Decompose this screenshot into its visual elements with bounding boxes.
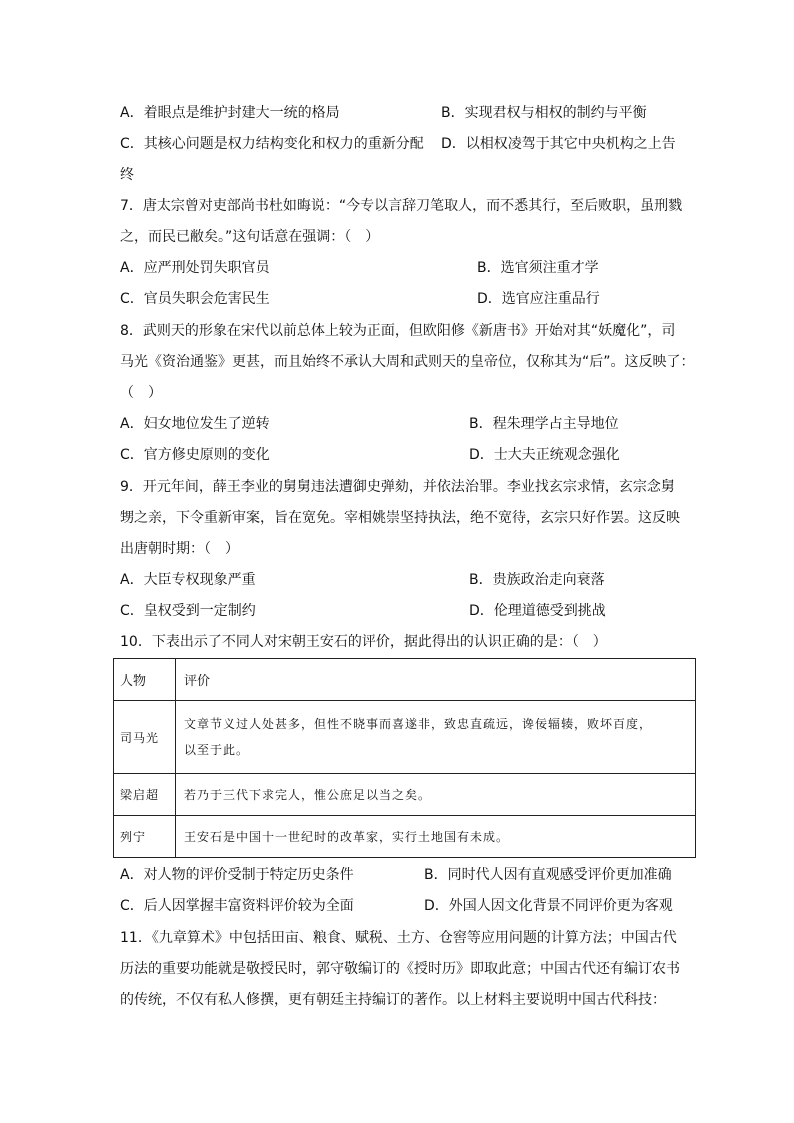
q6-option-c: C．其核心问题是权力结构变化和权力的重新分配 xyxy=(120,136,424,152)
q7-option-d: D．选官应注重品行 xyxy=(477,291,600,307)
q10-option-a: A．对人物的评价受制于特定历史条件 xyxy=(120,867,354,883)
table-row xyxy=(114,701,696,774)
q9-stem-line3: 出唐朝时期：（ ） xyxy=(120,541,239,557)
table-row xyxy=(114,774,696,816)
q11-stem-line1: 11．《九章算术》中包括田亩、粮食、赋税、土方、仓窖等应用问题的计算方法；中国古代 xyxy=(120,930,677,946)
q9-option-c: C．皇权受到一定制约 xyxy=(120,603,256,619)
q8-option-d: D．士大夫正统观念强化 xyxy=(469,447,620,463)
q10-option-b: B．同时代人因有直观感受评价更加准确 xyxy=(424,867,672,883)
row-evaluation-line2: 以至于此。 xyxy=(184,743,250,757)
header-evaluation: 评价 xyxy=(176,659,696,701)
evaluation-table xyxy=(113,658,696,858)
row-evaluation xyxy=(176,701,696,774)
row-person: 梁启超 xyxy=(114,774,176,816)
q11-stem-line3: 的传统，不仅有私人修撰，更有朝廷主持编订的著作。以上材料主要说明中国古代科技： xyxy=(120,992,666,1008)
q9-option-b: B．贵族政治走向衰落 xyxy=(469,572,605,588)
q7-stem-line1: 7．唐太宗曾对吏部尚书杜如晦说：“今专以言辞刀笔取人，而不悉其行，至后败职，虽刑戮 xyxy=(120,198,683,214)
row-evaluation: 王安石是中国十一世纪时的改革家，实行土地国有未成。 xyxy=(176,816,696,858)
q8-option-b: B．程朱理学占主导地位 xyxy=(469,416,619,432)
q10-stem: 10．下表出示了不同人对宋朝王安石的评价，据此得出的认识正确的是：（ ） xyxy=(120,634,607,650)
row-person: 列宁 xyxy=(114,816,176,858)
row-evaluation-line1: 文章节义过人处甚多，但性不晓事而喜遂非，致忠直疏远，谗佞辐辏，败坏百度， xyxy=(184,717,653,731)
q9-stem-line1: 9．开元年间，薛王李业的舅舅违法遭御史弹劾，并依法治罪。李业找玄宗求情，玄宗念舅 xyxy=(120,479,675,495)
q6-option-d-continued: 终 xyxy=(120,167,134,183)
q9-stem-line2: 甥之亲，下令重新审案，旨在宽免。宰相姚崇坚持执法，绝不宽待，玄宗只好作罢。这反映 xyxy=(120,510,680,526)
q9-option-d: D．伦理道德受到挑战 xyxy=(469,603,606,619)
q7-option-c: C．官员失职会危害民生 xyxy=(120,291,270,307)
q7-stem-line2: 之，而民已敝矣。”这句话意在强调：（ ） xyxy=(120,229,380,245)
row-evaluation: 若乃于三代下求完人，惟公庶足以当之矣。 xyxy=(176,774,696,816)
q7-option-b: B．选官须注重才学 xyxy=(477,260,599,276)
q8-stem-line3: （ ） xyxy=(120,385,162,401)
q10-option-d: D．外国人因文化背景不同评价更为客观 xyxy=(424,898,673,914)
q6-option-b: B．实现君权与相权的制约与平衡 xyxy=(441,105,647,121)
q9-option-a: A．大臣专权现象严重 xyxy=(120,572,256,588)
q6-option-d: D．以相权凌驾于其它中央机构之上告 xyxy=(441,136,676,152)
row-person: 司马光 xyxy=(114,701,176,774)
q8-option-c: C．官方修史原则的变化 xyxy=(120,447,270,463)
q6-option-a: A．着眼点是维护封建大一统的格局 xyxy=(120,105,340,121)
q8-option-a: A．妇女地位发生了逆转 xyxy=(120,416,270,432)
header-person: 人物 xyxy=(114,659,176,701)
table-row xyxy=(114,816,696,858)
q7-option-a: A．应严刑处罚失职官员 xyxy=(120,260,270,276)
q8-stem-line2: 马光《资治通鉴》更甚，而且始终不承认大周和武则天的皇帝位，仅称其为“后”。这反映了： xyxy=(120,354,695,370)
table-header-row xyxy=(114,659,696,701)
q10-option-c: C．后人因掌握丰富资料评价较为全面 xyxy=(120,898,354,914)
q11-stem-line2: 历法的重要功能就是敬授民时，郭守敬编订的《授时历》即取此意；中国古代还有编订农书 xyxy=(120,961,680,977)
q8-stem-line1: 8．武则天的形象在宋代以前总体上较为正面，但欧阳修《新唐书》开始对其“妖魔化”，司 xyxy=(120,323,676,339)
